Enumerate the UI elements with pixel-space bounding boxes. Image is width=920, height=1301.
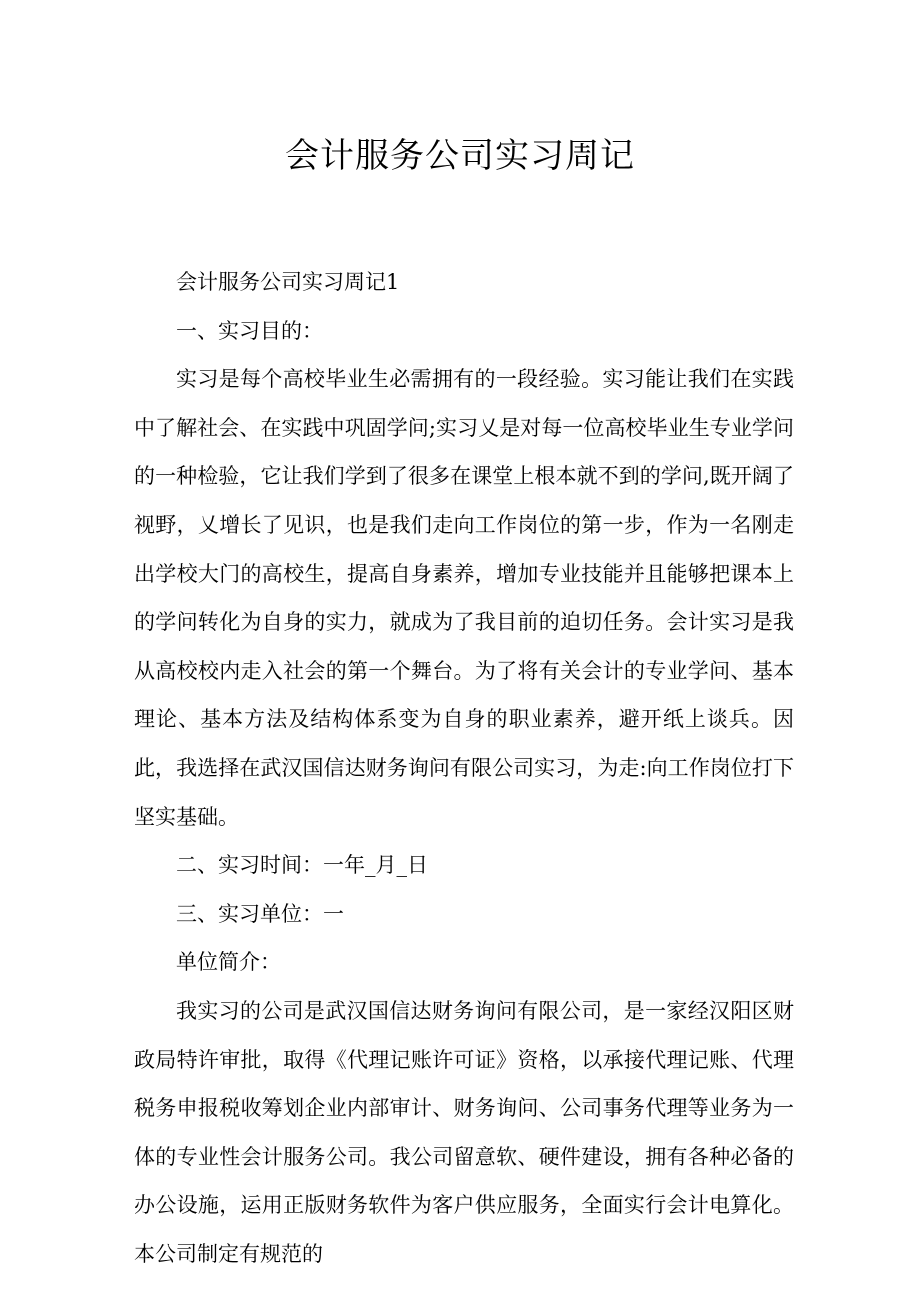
document-title: 会计服务公司实习周记 (285, 136, 635, 176)
body-paragraph: 我实习的公司是武汉国信达财务询问有限公司，是一家经汉阳区财政局特许审批，取得《代理记账许可证》资格，以承接代理记账、代理税务申报税收筹划企业内部审计、财务询问、公司事务代理等业务为一体的专业性会计服务公司。我公司留意软、硬件建设，拥有各种必备的办公设施，运用正版财务软件为客户供应服务，全面实行会计电算化。本公司制定有规范的 (134, 998, 794, 1266)
section-heading: 单位简介： (176, 950, 281, 975)
document-body (134, 258, 794, 1278)
section-heading: 三、实习单位：一 (176, 901, 344, 926)
body-paragraph: 实习是每个高校毕业生必需拥有的一段经验。实习能让我们在实践中了解社会、在实践中巩固学问;实习乂是对每一位高校毕业生专业学问的一种检验，它让我们学到了很多在课堂上根本就不到的学问,既开阔了视野，乂增长了见识，也是我们走向工作岗位的第一步，作为一名刚走出学校大门的高校生，提高自身素养，增加专业技能并且能够把课本上的学问转化为自身的实力，就成为了我目前的迫切任务。会计实习是我从高校校内走入社会的第一个舞台。为了将有关会计的专业学问、基本理论、基本方法及结构体系变为自身的职业素养，避开纸上谈兵。因此，我选择在武汉国信达财务询问有限公司实习，为走:向工作岗位打下坚实基础。 (134, 367, 794, 829)
section-heading: 会计服务公司实习周记1 (176, 270, 400, 294)
section-heading: 二、实习时间：一年_月_日 (176, 853, 428, 878)
section-heading: 一、实习目的： (176, 318, 323, 343)
